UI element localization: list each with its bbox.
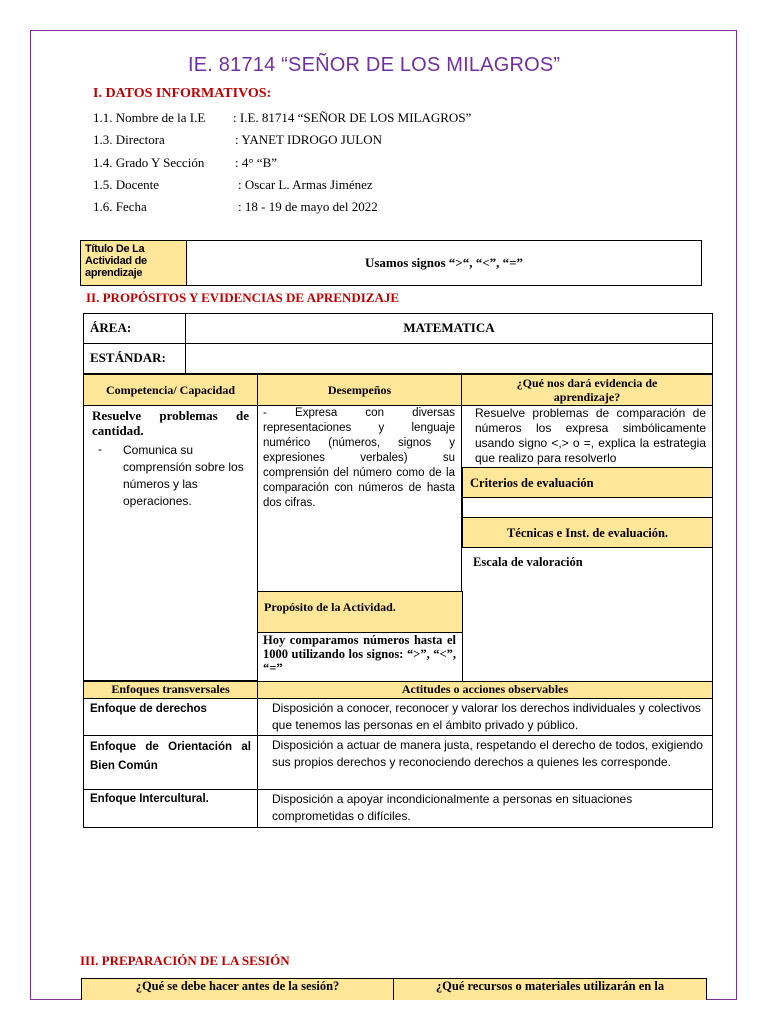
activity-title: Usamos signos “>“, “<”, “=” <box>187 241 702 286</box>
section1-heading: I. DATOS INFORMATIVOS: <box>93 86 272 101</box>
proposito-text: Hoy comparamos números hasta el 1000 utilizando los signos: “>”, “<”, “=” <box>263 633 456 675</box>
section3-heading: III. PREPARACIÓN DE LA SESIÓN <box>80 953 290 968</box>
desempeno-cell <box>257 404 462 591</box>
estandar-label: ESTÁNDAR: <box>84 344 186 374</box>
col-actitudes: Actitudes o acciones observables <box>258 682 713 699</box>
col-recursos: ¿Qué recursos o materiales utilizarán en la <box>394 979 707 1000</box>
activity-label: Título De La Actividad de aprendizaje <box>81 241 187 286</box>
enfoque-text: Disposición a actuar de manera justa, respetando el derecho de todos, exigiendo sus propios derechos y reconociendo derechos a quienes les corresponde. <box>258 736 713 790</box>
info-value: : Oscar L. Armas Jiménez <box>238 177 373 192</box>
info-label: 1.6. Fecha <box>93 199 147 214</box>
evidencia-text: Resuelve problemas de comparación de números los expresa simbólicamente usando signo <,> o =, explica la estrategia que realizo para resolverlo <box>475 406 706 465</box>
criterios-label: Criterios de evaluación <box>470 476 594 490</box>
enfoque-row <box>84 736 713 790</box>
escala-text: Escala de valoración <box>473 555 583 569</box>
col-desempenos: Desempeños <box>258 375 462 406</box>
competencias-table <box>83 374 713 406</box>
estandar-value <box>186 344 713 374</box>
competencia-text: Resuelve problemas de cantidad. <box>92 408 249 438</box>
area-table <box>83 313 713 374</box>
enfoque-name: Enfoque de Orientación al Bien Común <box>84 736 258 790</box>
bullet-dash: - <box>98 442 102 456</box>
enfoques-table <box>83 681 713 828</box>
criterios-value <box>462 497 713 518</box>
info-label: 1.3. Directora <box>93 132 165 147</box>
enfoque-name: Enfoque Intercultural. <box>84 790 258 828</box>
tecnicas-label: Técnicas e Inst. de evaluación. <box>506 526 669 540</box>
enfoque-row <box>84 699 713 736</box>
info-value: : 4° “B” <box>235 155 278 170</box>
info-label: 1.5. Docente <box>93 177 160 192</box>
criterios-label-cell <box>462 467 713 498</box>
page-title: IE. 81714 “SEÑOR DE LOS MILAGROS” <box>188 54 561 76</box>
proposito-label-cell <box>257 591 463 633</box>
info-label: 1.4. Grado Y Sección <box>93 155 205 170</box>
evidencia-cell <box>462 404 713 468</box>
enfoque-row <box>84 790 713 828</box>
capacidad-text: Comunica su comprensión sobre los números y las operaciones. <box>123 443 244 508</box>
tecnicas-label-cell <box>462 517 713 548</box>
enfoque-text: Disposición a apoyar incondicionalmente a personas en situaciones comprometidas o difíciles. <box>258 790 713 828</box>
proposito-cell <box>257 632 463 681</box>
col-enfoques: Enfoques transversales <box>84 682 258 699</box>
col-antes: ¿Qué se debe hacer antes de la sesión? <box>82 979 394 1000</box>
enfoque-text: Disposición a conocer, reconocer y valorar los derechos individuales y colectivos que tenemos las personas en el ámbito privado y público. <box>258 699 713 736</box>
activity-table <box>80 240 702 286</box>
proposito-label: Propósito de la Actividad. <box>264 600 396 614</box>
area-label: ÁREA: <box>84 314 186 344</box>
col-competencia: Competencia/ Capacidad <box>84 375 258 406</box>
info-value: : YANET IDROGO JULON <box>235 132 382 147</box>
desempeno-text: - Expresa con diversas representaciones y lenguaje numérico (números, signos y expresiones verbales) su comprensión del número como de la comparación con números de hasta dos cifras. <box>263 407 455 509</box>
info-value: : 18 - 19 de mayo del 2022 <box>238 199 378 214</box>
enfoque-name: Enfoque de derechos <box>84 699 258 736</box>
info-label: 1.1. Nombre de la I.E <box>93 110 206 125</box>
escala-cell <box>462 547 713 681</box>
info-value: : I.E. 81714 “SEÑOR DE LOS MILAGROS” <box>233 110 472 125</box>
preparacion-table <box>81 978 707 1000</box>
col-evidencia: ¿Qué nos dará evidencia de aprendizaje? <box>462 375 713 406</box>
area-value: MATEMATICA <box>186 314 713 344</box>
section2-heading: II. PROPÓSITOS Y EVIDENCIAS DE APRENDIZAJE <box>86 290 400 305</box>
competencia-cell <box>83 404 258 681</box>
